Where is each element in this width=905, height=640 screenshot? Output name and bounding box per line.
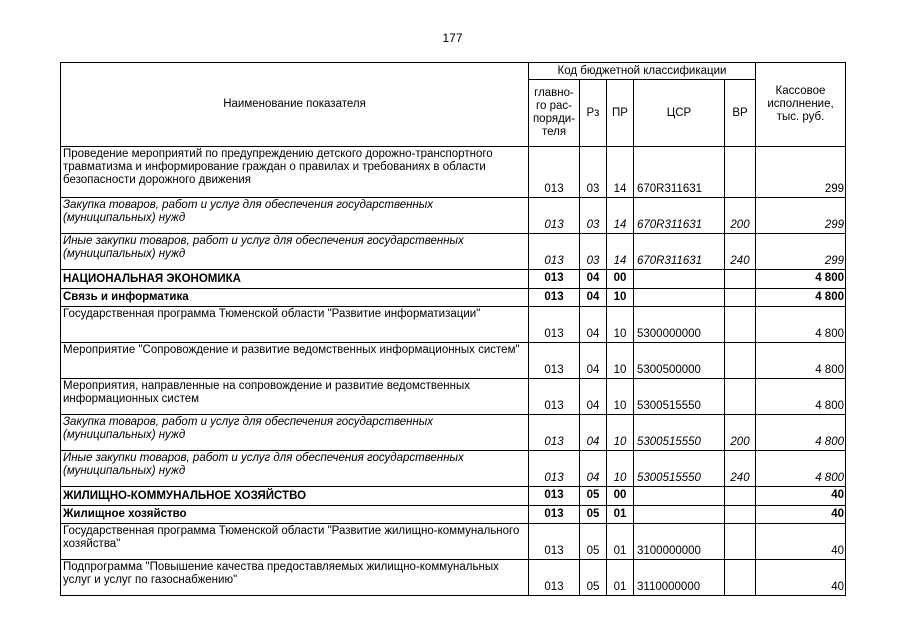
header-vr: ВР xyxy=(725,80,756,147)
row-amount: 4 800 xyxy=(756,379,846,415)
table-row xyxy=(61,198,846,234)
row-glav: 013 xyxy=(529,234,580,270)
row-vr xyxy=(725,524,756,560)
row-pr: 14 xyxy=(607,234,634,270)
row-vr xyxy=(725,379,756,415)
row-name: Иные закупки товаров, работ и услуг для обеспечения государственных (муниципальных) нужд xyxy=(61,234,529,270)
row-vr: 200 xyxy=(725,198,756,234)
row-vr: 200 xyxy=(725,415,756,451)
row-glav: 013 xyxy=(529,198,580,234)
row-name: Государственная программа Тюменской области "Развитие жилищно-коммунального хозяйства" xyxy=(61,524,529,560)
row-amount: 4 800 xyxy=(756,307,846,343)
table-row xyxy=(61,343,846,379)
header-code-group: Код бюджетной классификации xyxy=(529,63,756,80)
row-rz: 04 xyxy=(580,289,607,307)
row-glav: 013 xyxy=(529,524,580,560)
row-vr xyxy=(725,289,756,307)
row-glav: 013 xyxy=(529,506,580,524)
row-csr: 5300000000 xyxy=(634,307,725,343)
row-pr: 10 xyxy=(607,307,634,343)
row-vr xyxy=(725,147,756,198)
row-csr: 5300515550 xyxy=(634,451,725,487)
row-csr xyxy=(634,487,725,506)
row-pr: 01 xyxy=(607,506,634,524)
header-pr: ПР xyxy=(607,80,634,147)
row-vr: 240 xyxy=(725,451,756,487)
row-rz: 03 xyxy=(580,234,607,270)
row-pr: 10 xyxy=(607,415,634,451)
row-amount: 4 800 xyxy=(756,415,846,451)
table-row xyxy=(61,487,846,506)
row-rz: 05 xyxy=(580,487,607,506)
page-number: 177 xyxy=(442,31,463,45)
budget-table xyxy=(60,62,846,596)
row-pr: 01 xyxy=(607,560,634,596)
row-name: Проведение мероприятий по предупреждению детского дорожно-транспортного травматизма и информирование граждан о правилах и требованиях в области безопасности дорожного движения xyxy=(61,147,529,198)
table-row xyxy=(61,147,846,198)
row-name: Закупка товаров, работ и услуг для обеспечения государственных (муниципальных) нужд xyxy=(61,198,529,234)
table-row xyxy=(61,307,846,343)
row-rz: 04 xyxy=(580,379,607,415)
row-vr xyxy=(725,506,756,524)
row-glav: 013 xyxy=(529,289,580,307)
row-csr: 5300500000 xyxy=(634,343,725,379)
table-row xyxy=(61,270,846,289)
table-row xyxy=(61,379,846,415)
row-glav: 013 xyxy=(529,560,580,596)
row-pr: 14 xyxy=(607,198,634,234)
row-amount: 4 800 xyxy=(756,451,846,487)
row-rz: 03 xyxy=(580,147,607,198)
row-pr: 14 xyxy=(607,147,634,198)
row-rz: 04 xyxy=(580,415,607,451)
row-name: Государственная программа Тюменской области "Развитие информатизации" xyxy=(61,307,529,343)
row-amount: 40 xyxy=(756,560,846,596)
row-vr xyxy=(725,307,756,343)
header-amount: Кассовое исполнение, тыс. руб. xyxy=(756,63,846,147)
table-header xyxy=(61,63,846,147)
table-row xyxy=(61,451,846,487)
row-name: Мероприятие "Сопровождение и развитие ведомственных информационных систем" xyxy=(61,343,529,379)
row-rz: 05 xyxy=(580,524,607,560)
row-vr xyxy=(725,343,756,379)
row-rz: 05 xyxy=(580,560,607,596)
row-vr xyxy=(725,560,756,596)
row-rz: 04 xyxy=(580,270,607,289)
row-amount: 40 xyxy=(756,524,846,560)
row-pr: 10 xyxy=(607,343,634,379)
row-amount: 4 800 xyxy=(756,289,846,307)
row-glav: 013 xyxy=(529,415,580,451)
row-csr xyxy=(634,289,725,307)
row-vr xyxy=(725,487,756,506)
row-name: Иные закупки товаров, работ и услуг для обеспечения государственных (муниципальных) нужд xyxy=(61,451,529,487)
table-row xyxy=(61,234,846,270)
row-csr xyxy=(634,506,725,524)
header-csr: ЦСР xyxy=(634,80,725,147)
row-csr xyxy=(634,270,725,289)
row-amount: 40 xyxy=(756,487,846,506)
row-amount: 4 800 xyxy=(756,270,846,289)
table-body xyxy=(61,147,846,596)
row-amount: 4 800 xyxy=(756,343,846,379)
row-pr: 10 xyxy=(607,289,634,307)
row-rz: 04 xyxy=(580,451,607,487)
row-glav: 013 xyxy=(529,307,580,343)
row-name: Жилищное хозяйство xyxy=(61,506,529,524)
row-csr: 5300515550 xyxy=(634,415,725,451)
row-name: ЖИЛИЩНО-КОММУНАЛЬНОЕ ХОЗЯЙСТВО xyxy=(61,487,529,506)
row-pr: 01 xyxy=(607,524,634,560)
header-rz: Рз xyxy=(580,80,607,147)
row-amount: 299 xyxy=(756,234,846,270)
row-pr: 00 xyxy=(607,487,634,506)
row-csr: 670R311631 xyxy=(634,147,725,198)
row-name: Подпрограмма "Повышение качества предоставляемых жилищно-коммунальных услуг и услуг по газоснабжению" xyxy=(61,560,529,596)
row-pr: 10 xyxy=(607,379,634,415)
row-pr: 00 xyxy=(607,270,634,289)
row-glav: 013 xyxy=(529,343,580,379)
row-rz: 05 xyxy=(580,506,607,524)
row-glav: 013 xyxy=(529,270,580,289)
row-rz: 04 xyxy=(580,343,607,379)
row-csr: 670R311631 xyxy=(634,234,725,270)
row-name: Связь и информатика xyxy=(61,289,529,307)
table-row xyxy=(61,506,846,524)
row-csr: 670R311631 xyxy=(634,198,725,234)
row-amount: 299 xyxy=(756,198,846,234)
table-row xyxy=(61,560,846,596)
row-csr: 5300515550 xyxy=(634,379,725,415)
header-name: Наименование показателя xyxy=(61,63,529,147)
row-rz: 04 xyxy=(580,307,607,343)
row-vr xyxy=(725,270,756,289)
row-glav: 013 xyxy=(529,379,580,415)
row-csr: 3110000000 xyxy=(634,560,725,596)
row-amount: 299 xyxy=(756,147,846,198)
row-glav: 013 xyxy=(529,487,580,506)
table-row xyxy=(61,415,846,451)
header-glavnogo: главно-го рас-поряди-теля xyxy=(529,80,580,147)
row-amount: 40 xyxy=(756,506,846,524)
row-name: Закупка товаров, работ и услуг для обеспечения государственных (муниципальных) нужд xyxy=(61,415,529,451)
row-vr: 240 xyxy=(725,234,756,270)
row-glav: 013 xyxy=(529,451,580,487)
table-row xyxy=(61,524,846,560)
table-row xyxy=(61,289,846,307)
row-name: Мероприятия, направленные на сопровождение и развитие ведомственных информационных систем xyxy=(61,379,529,415)
row-pr: 10 xyxy=(607,451,634,487)
row-csr: 3100000000 xyxy=(634,524,725,560)
row-rz: 03 xyxy=(580,198,607,234)
row-name: НАЦИОНАЛЬНАЯ ЭКОНОМИКА xyxy=(61,270,529,289)
row-glav: 013 xyxy=(529,147,580,198)
